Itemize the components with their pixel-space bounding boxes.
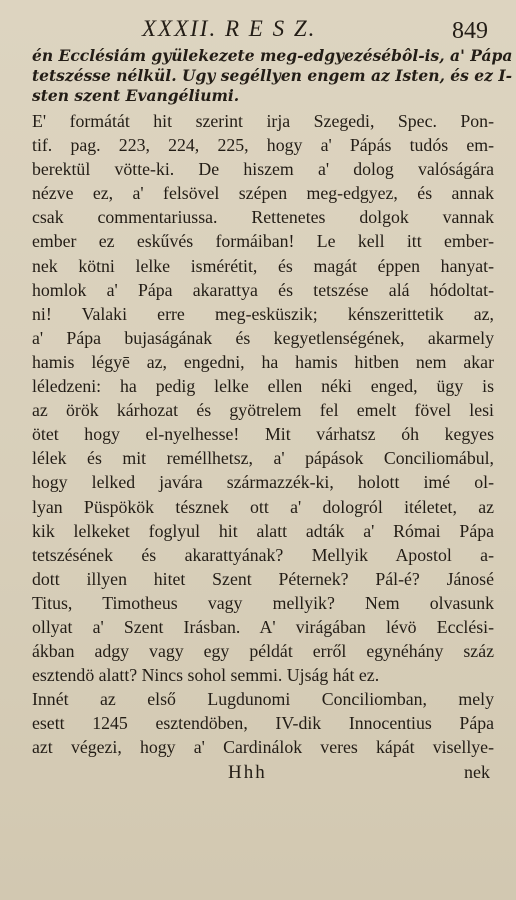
text-line: sten szent Evangéliumi. <box>32 86 240 105</box>
paragraph <box>32 687 494 759</box>
text-line: homlok a' Pápa akarattya és tetszése alá hódoltat- <box>32 279 494 300</box>
text-line: kik lelkeket foglyul hit alatt adták a' Római Pápa <box>32 520 494 541</box>
text-line: lélek és mit reméllhetsz, a' pápások Conciliomábul, <box>32 448 494 469</box>
text-line: esett 1245 esztendöben, IV-dik Innocentius Pápa <box>32 713 494 734</box>
text-line: hogy lelked javára származzék-ki, holott imé ol- <box>32 472 494 493</box>
text-line: azt végezi, hogy a' Cardinálok veres kápát visellye- <box>32 737 494 758</box>
body-text <box>32 109 494 760</box>
text-line: ákban adgy vagy egy példát erről egynéhány száz <box>32 641 494 662</box>
text-line: ember ez eskűvés formáiban! Le kell itt ember- <box>32 231 494 252</box>
text-line: ni! Valaki erre meg-esküszik; kénszerittetik az, <box>32 303 494 324</box>
text-line: Titus, Timotheus vagy mellyik? Nem olvasunk <box>32 592 494 613</box>
catchword: nek <box>464 761 490 782</box>
text-line: tetszésse nélkül. Ugy segéllyen engem az Isten, és ez I- <box>32 66 513 85</box>
signature-mark: Hhh <box>228 761 267 783</box>
text-line: a' Pápa bujaságának és kegyetlenségének, akarmely <box>32 327 494 348</box>
text-line: berektül vötte-ki. De hiszem a' dolog valóságára <box>32 159 494 180</box>
text-line: lyan Püspökök tésznek ott a' dologról itéletet, az <box>32 496 494 517</box>
text-line: dott illyen hitet Szent Péternek? Pál-é? Jánosé <box>32 568 494 589</box>
text-line: Innét az első Lugdunomi Conciliomban, mely <box>32 689 494 710</box>
text-line: tetszésének és akarattyának? Mellyik Apostol a- <box>32 544 494 565</box>
text-line: az örök kárhozat és gyötrelem fel emelt fövel lesi <box>32 400 494 421</box>
text-line: E' formátát hit szerint irja Szegedi, Spec. Pon- <box>32 111 494 131</box>
text-line: ollyat a' Szent Irásban. A' virágában lévö Ecclési- <box>32 616 494 637</box>
text-line: hamis légyē az, engedni, ha hamis hitben nem akar <box>32 351 494 372</box>
text-line: tif. pag. 223, 224, 225, hogy a' Pápás tudós em- <box>32 135 494 156</box>
text-line: csak commentariussa. Rettenetes dolgok vannak <box>32 207 494 228</box>
text-line: léledzeni: ha pedig lelke ellen néki enged, ügy is <box>32 376 494 397</box>
text-line: nek kötni lelke ismérétit, és magát éppen hanyat- <box>32 255 494 276</box>
text-line: esztendö alatt? Nincs sohol semmi. Ujság hát ez. <box>32 665 380 686</box>
running-head: XXXII. R E S Z. <box>142 16 317 41</box>
page-header <box>32 14 494 44</box>
page-footer <box>32 762 494 792</box>
text-line: ötet hogy el-nyelhesse! Mit várhatsz óh kegyes <box>32 424 494 445</box>
page-number: 849 <box>452 18 488 44</box>
paragraph <box>32 109 494 687</box>
text-line: nézve ez, a' felsövel szépen meg-edgyez, és annak <box>32 183 494 204</box>
text-line: én Ecclésiám gyülekezete meg-edgyezésébôl-is, a' Pápa <box>32 46 513 65</box>
italic-oath-text <box>32 46 513 106</box>
